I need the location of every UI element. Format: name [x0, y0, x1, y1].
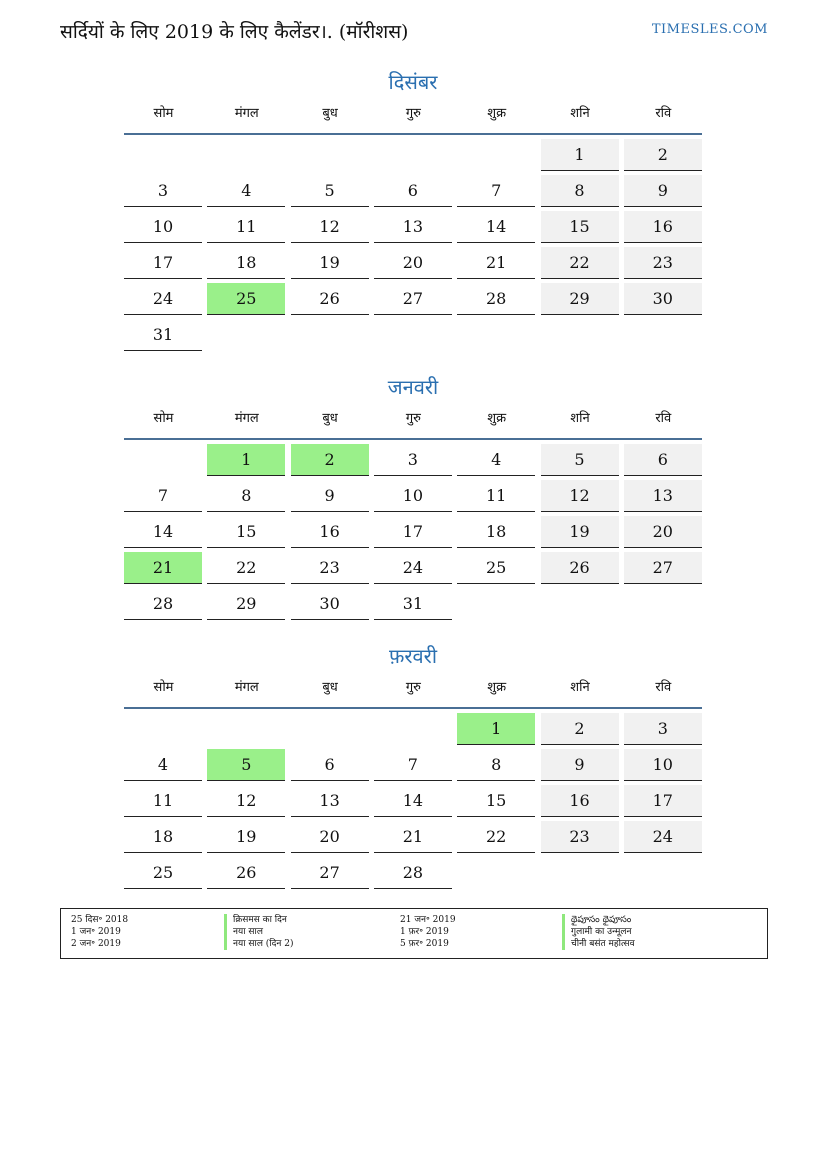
day-cell[interactable]: 16 [624, 211, 702, 243]
day-cell[interactable]: 18 [124, 821, 202, 853]
day-cell[interactable]: 11 [124, 785, 202, 817]
holiday-day-cell[interactable]: 5 [207, 749, 285, 781]
day-cell[interactable]: 17 [124, 247, 202, 279]
day-cell[interactable]: 8 [541, 175, 619, 207]
legend-holiday-name: चीनी बसंत महोत्सव [562, 938, 635, 950]
weekday-header [124, 671, 702, 709]
weekday-label: गुरु [405, 411, 421, 426]
legend-date: 1 फ़र॰ 2019 [400, 927, 449, 937]
day-cell[interactable]: 10 [624, 749, 702, 781]
day-cell[interactable]: 7 [124, 480, 202, 512]
legend-date: 5 फ़र॰ 2019 [400, 939, 449, 949]
day-cell[interactable]: 26 [207, 857, 285, 889]
weekday-label: गुरु [405, 106, 421, 121]
month-title: फ़रवरी [388, 644, 438, 668]
day-cell[interactable]: 8 [207, 480, 285, 512]
day-cell[interactable]: 27 [624, 552, 702, 584]
weekday-label: बुध [322, 680, 338, 695]
day-cell[interactable]: 24 [124, 283, 202, 315]
day-cell[interactable]: 31 [124, 319, 202, 351]
day-cell[interactable]: 8 [457, 749, 535, 781]
day-cell[interactable]: 31 [374, 588, 452, 620]
day-cell[interactable]: 26 [291, 283, 369, 315]
weekday-label: शनि [570, 106, 590, 121]
day-cell[interactable]: 14 [374, 785, 452, 817]
weekday-label: सोम [153, 680, 174, 695]
legend-date: 2 जन॰ 2019 [71, 939, 121, 949]
day-cell[interactable]: 22 [457, 821, 535, 853]
page-title: सर्दियों के लिए 2019 के लिए कैलेंडर।. (मॉरीशस) [60, 21, 409, 43]
day-cell[interactable]: 13 [374, 211, 452, 243]
legend-holiday-name: गुलामी का उन्मूलन [562, 926, 631, 938]
day-cell[interactable]: 18 [457, 516, 535, 548]
day-cell[interactable]: 20 [624, 516, 702, 548]
day-cell[interactable]: 22 [207, 552, 285, 584]
legend-holiday-name: नया साल [224, 926, 263, 938]
day-cell[interactable]: 12 [207, 785, 285, 817]
day-cell[interactable]: 13 [624, 480, 702, 512]
legend-date: 25 दिस॰ 2018 [71, 915, 129, 925]
day-cell[interactable]: 24 [374, 552, 452, 584]
day-cell[interactable]: 30 [291, 588, 369, 620]
weekday-label: रवि [655, 411, 672, 426]
day-cell[interactable]: 27 [291, 857, 369, 889]
day-cell[interactable]: 5 [291, 175, 369, 207]
day-cell[interactable]: 12 [541, 480, 619, 512]
legend-date: 21 जन॰ 2019 [400, 915, 456, 925]
day-cell[interactable]: 19 [541, 516, 619, 548]
day-cell[interactable]: 29 [207, 588, 285, 620]
day-cell[interactable]: 13 [291, 785, 369, 817]
day-cell[interactable]: 26 [541, 552, 619, 584]
day-cell[interactable]: 2 [541, 713, 619, 745]
day-cell[interactable]: 25 [457, 552, 535, 584]
day-cell[interactable]: 9 [624, 175, 702, 207]
weekday-label: बुध [322, 106, 338, 121]
day-cell[interactable]: 28 [374, 857, 452, 889]
day-cell[interactable]: 15 [207, 516, 285, 548]
day-cell[interactable]: 14 [124, 516, 202, 548]
day-cell[interactable]: 4 [457, 444, 535, 476]
day-cell[interactable]: 9 [291, 480, 369, 512]
day-cell[interactable]: 4 [124, 749, 202, 781]
day-cell[interactable]: 24 [624, 821, 702, 853]
holiday-day-cell[interactable]: 25 [207, 283, 285, 315]
day-cell[interactable]: 1 [541, 139, 619, 171]
day-cell[interactable]: 19 [291, 247, 369, 279]
weekday-label: बुध [322, 411, 338, 426]
page-header [60, 18, 768, 48]
day-cell[interactable]: 6 [291, 749, 369, 781]
weekday-label: मंगल [234, 680, 259, 695]
weekday-label: रवि [655, 680, 672, 695]
day-cell[interactable]: 11 [457, 480, 535, 512]
day-cell[interactable]: 17 [624, 785, 702, 817]
holiday-day-cell[interactable]: 21 [124, 552, 202, 584]
day-cell[interactable]: 20 [374, 247, 452, 279]
day-cell[interactable]: 3 [124, 175, 202, 207]
site-logo[interactable]: TIMESLES.COM [651, 22, 768, 37]
weekday-label: शुक्र [487, 680, 507, 695]
day-cell[interactable]: 3 [374, 444, 452, 476]
day-cell[interactable]: 27 [374, 283, 452, 315]
weekday-label: मंगल [234, 411, 259, 426]
weekday-label: गुरु [405, 680, 421, 695]
weekday-label: शुक्र [487, 106, 507, 121]
day-cell[interactable]: 15 [457, 785, 535, 817]
weekday-label: शनि [570, 411, 590, 426]
weekday-label: शुक्र [487, 411, 507, 426]
day-cell[interactable]: 7 [457, 175, 535, 207]
day-cell[interactable]: 6 [624, 444, 702, 476]
holiday-day-cell[interactable]: 2 [291, 444, 369, 476]
month-january [124, 372, 702, 613]
day-cell[interactable]: 22 [541, 247, 619, 279]
day-cell[interactable]: 6 [374, 175, 452, 207]
day-cell[interactable]: 7 [374, 749, 452, 781]
weekday-label: मंगल [234, 106, 259, 121]
day-cell[interactable]: 9 [541, 749, 619, 781]
day-cell[interactable]: 21 [374, 821, 452, 853]
weekday-label: सोम [153, 411, 174, 426]
legend-date: 1 जन॰ 2019 [71, 927, 121, 937]
day-cell[interactable]: 28 [124, 588, 202, 620]
day-cell[interactable]: 12 [291, 211, 369, 243]
month-february [124, 641, 702, 882]
day-cell[interactable]: 10 [374, 480, 452, 512]
holiday-day-cell[interactable]: 1 [207, 444, 285, 476]
day-cell[interactable]: 5 [541, 444, 619, 476]
day-cell[interactable]: 14 [457, 211, 535, 243]
weekday-label: सोम [153, 106, 174, 121]
day-cell[interactable]: 4 [207, 175, 285, 207]
day-cell[interactable]: 15 [541, 211, 619, 243]
day-cell[interactable]: 17 [374, 516, 452, 548]
month-title: दिसंबर [388, 70, 438, 94]
day-cell[interactable]: 16 [541, 785, 619, 817]
weekday-header [124, 97, 702, 135]
day-cell[interactable]: 10 [124, 211, 202, 243]
day-cell[interactable]: 23 [291, 552, 369, 584]
legend-holiday-name: థైపూసం థైపూసం [562, 914, 631, 926]
day-cell[interactable]: 25 [124, 857, 202, 889]
day-cell[interactable]: 23 [541, 821, 619, 853]
day-cell[interactable]: 3 [624, 713, 702, 745]
day-cell[interactable]: 19 [207, 821, 285, 853]
day-cell[interactable]: 21 [457, 247, 535, 279]
month-december [124, 67, 702, 344]
holiday-day-cell[interactable]: 1 [457, 713, 535, 745]
day-cell[interactable]: 2 [624, 139, 702, 171]
weekday-label: रवि [655, 106, 672, 121]
day-cell[interactable]: 11 [207, 211, 285, 243]
day-cell[interactable]: 30 [624, 283, 702, 315]
weekday-label: शनि [570, 680, 590, 695]
legend-holiday-name: नया साल (दिन 2) [224, 938, 294, 950]
weekday-header [124, 402, 702, 440]
day-cell[interactable]: 16 [291, 516, 369, 548]
month-title: जनवरी [387, 375, 439, 399]
day-cell[interactable]: 29 [541, 283, 619, 315]
day-cell[interactable]: 23 [624, 247, 702, 279]
holiday-legend [60, 908, 768, 959]
day-cell[interactable]: 20 [291, 821, 369, 853]
day-cell[interactable]: 18 [207, 247, 285, 279]
legend-holiday-name: क्रिसमस का दिन [224, 914, 287, 926]
day-cell[interactable]: 28 [457, 283, 535, 315]
